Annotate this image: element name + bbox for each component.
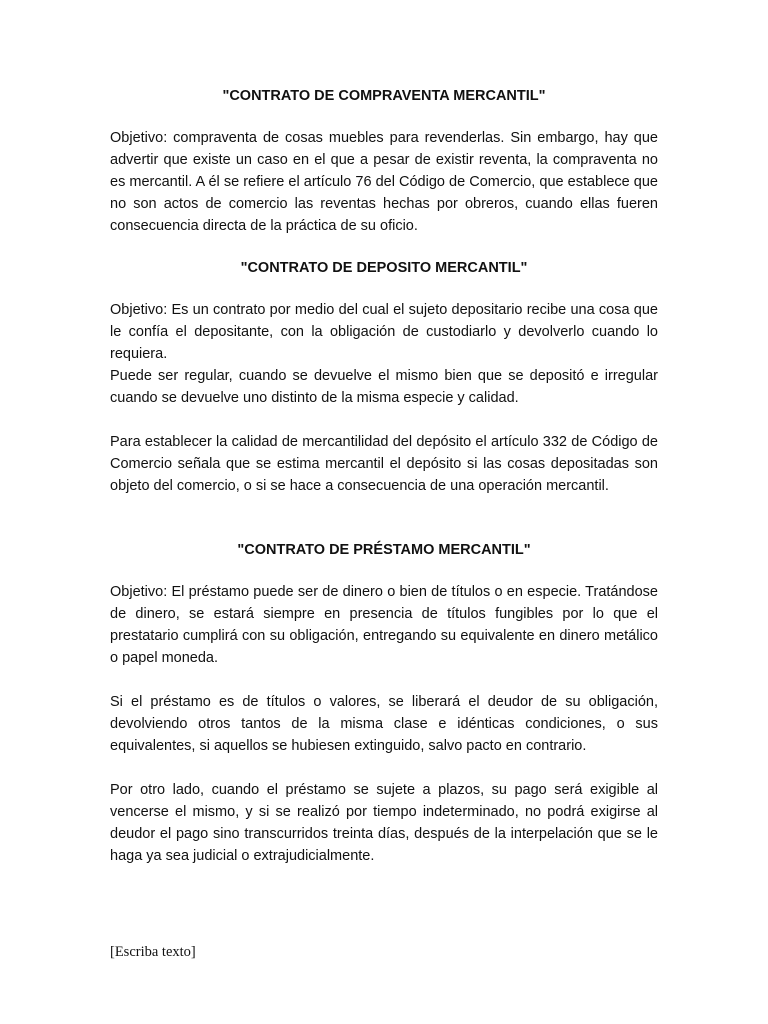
paragraph-deposito-objetivo: Objetivo: Es un contrato por medio del cual el sujeto depositario recibe una cosa que le confía el depositante, con la obligación de custodiarlo y devolverlo cuando lo requiera. [110,302,658,362]
section-title-compraventa: "CONTRATO DE COMPRAVENTA MERCANTIL" [222,88,546,104]
footer-placeholder: [Escriba texto] [110,944,196,960]
paragraph-deposito-mercantilidad: Para establecer la calidad de mercantilidad del depósito el artículo 332 de Código de Comercio señala que se estima mercantil el depósito si las cosas depositadas son objeto del comercio, o si se hace a consecuencia de una operación mercantil. [110,434,658,494]
paragraph-compraventa-objetivo: Objetivo: compraventa de cosas muebles para revenderlas. Sin embargo, hay que advertir que existe un caso en el que a pesar de existir reventa, la compraventa no es mercantil. A él se refiere el artículo 76 del Código de Comercio, que establece que no son actos de comercio las reventas hechas por obreros, cuando ellas fueren consecuencia directa de la práctica de su oficio. [110,130,658,234]
document-body [110,85,658,867]
paragraph-deposito-regular: Puede ser regular, cuando se devuelve el mismo bien que se depositó e irregular cuando se devuelve uno distinto de la misma especie y calidad. [110,368,658,406]
section-title-prestamo: "CONTRATO DE PRÉSTAMO MERCANTIL" [237,542,531,558]
section-title-deposito: "CONTRATO DE DEPOSITO MERCANTIL" [240,260,528,276]
paragraph-prestamo-plazos: Por otro lado, cuando el préstamo se sujete a plazos, su pago será exigible al vencerse el mismo, y si se realizó por tiempo indeterminado, no podrá exigirse al deudor el pago sino transcurridos treinta días, después de la interpelación que se le haga ya sea judicial o extrajudicialmente. [110,782,658,864]
paragraph-prestamo-titulos: Si el préstamo es de títulos o valores, se liberará el deudor de su obligación, devolviendo otros tantos de la misma clase e idénticas condiciones, o sus equivalentes, si aquellos se hubiesen extinguido, salvo pacto en contrario. [110,694,658,754]
paragraph-prestamo-objetivo: Objetivo: El préstamo puede ser de dinero o bien de títulos o en especie. Tratándose de dinero, se estará siempre en presencia de títulos fungibles por lo que el prestatario cumplirá con su obligación, entregando su equivalente en dinero metálico o papel moneda. [110,584,658,666]
